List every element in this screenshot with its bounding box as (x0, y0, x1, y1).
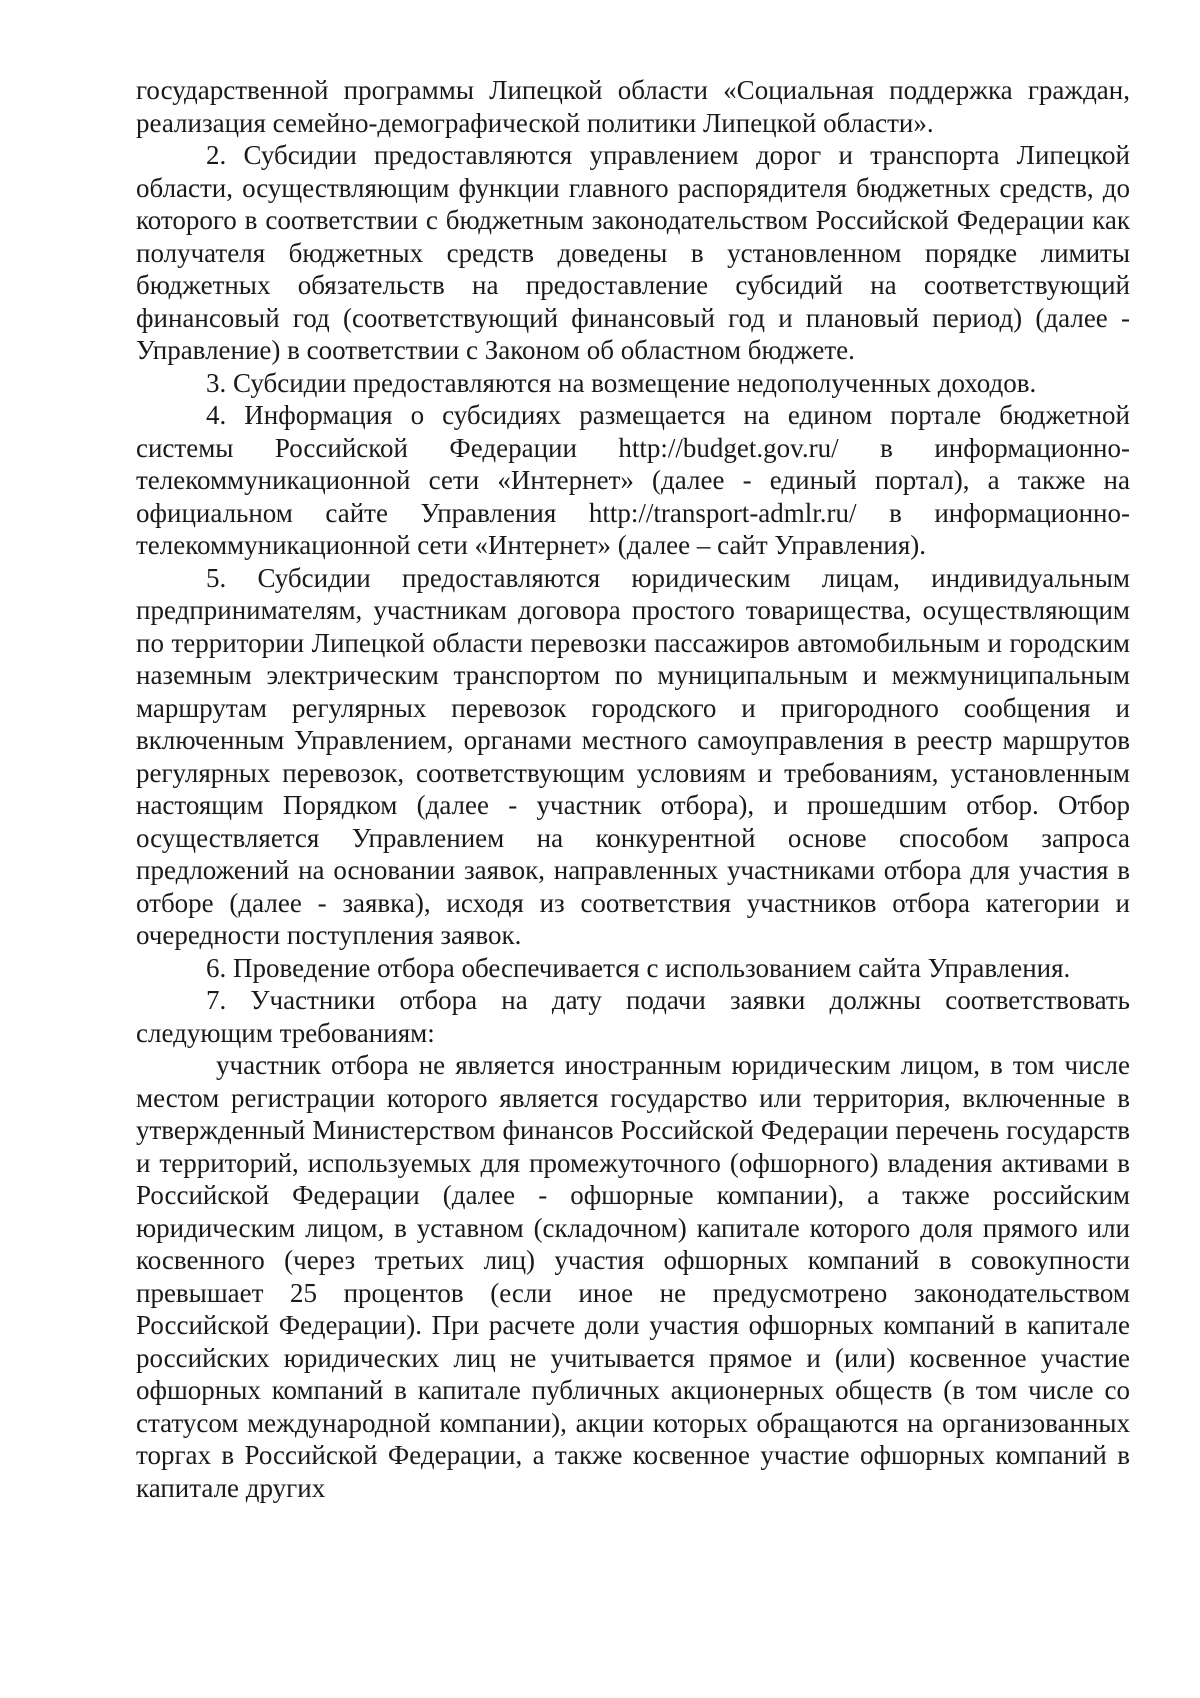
paragraph-6: 6. Проведение отбора обеспечивается с использованием сайта Управления. (206, 952, 1071, 983)
paragraph-4: 4. Информация о субсидиях размещается на едином портале бюджетной системы Российской Федерации http://budget.gov.ru/ в информационно-телекоммуникационной сети «Интернет» (далее - единый портал), а также на официальном сайте Управления http://transport-admlr.ru/ в информационно-телекоммуникационной сети «Интернет» (далее – сайт Управления). (136, 400, 1130, 560)
paragraph-2: 2. Субсидии предоставляются управлением дорог и транспорта Липецкой области, осуществляющим функции главного распорядителя бюджетных средств, до которого в соответствии с бюджетным законодательством Российской Федерации как получателя бюджетных средств доведены в установленном порядке лимиты бюджетных обязательств на предоставление субсидий на соответствующий финансовый год (соответствующий финансовый год и плановый период) (далее - Управление) в соответствии с Законом об областном бюджете. (136, 140, 1130, 365)
paragraph-intro-continuation: государственной программы Липецкой области «Социальная поддержка граждан, реализация семейно-демографической политики Липецкой области». (136, 75, 1130, 138)
paragraph-7-requirement-1: участник отбора не является иностранным юридическим лицом, в том числе местом регистрации которого является государство или территория, включенные в утвержденный Министерством финансов Российской Федерации перечень государств и территорий, используемых для промежуточного (офшорного) владения активами в Российской Федерации (далее - офшорные компании), а также российским юридическим лицом, в уставном (складочном) капитале которого доля прямого или косвенного (через третьих лиц) участия офшорных компаний в совокупности превышает 25 процентов (если иное не предусмотрено законодательством Российской Федерации). При расчете доли участия офшорных компаний в капитале российских юридических лиц не учитывается прямое и (или) косвенное участие офшорных компаний в капитале публичных акционерных обществ (в том числе со статусом международной компании), акции которых обращаются на организованных торгах в Российской Федерации, а также косвенное участие офшорных компаний в капитале других (136, 1050, 1130, 1503)
paragraph-5: 5. Субсидии предоставляются юридическим лицам, индивидуальным предпринимателям, участникам договора простого товарищества, осуществляющим по территории Липецкой области перевозки пассажиров автомобильным и городским наземным электрическим транспортом по муниципальным и межмуниципальным маршрутам регулярных перевозок городского и пригородного сообщения и включенным Управлением, органами местного самоуправления в реестр маршрутов регулярных перевозок, соответствующим условиям и требованиям, установленным настоящим Порядком (далее - участник отбора), и прошедшим отбор. Отбор осуществляется Управлением на конкурентной основе способом запроса предложений на основании заявок, направленных участниками отбора для участия в отборе (далее - заявка), исходя из соответствия участников отбора категории и очередности поступления заявок. (136, 562, 1130, 950)
document-page (136, 74, 1130, 1504)
paragraph-7: 7. Участники отбора на дату подачи заявки должны соответствовать следующим требованиям: (136, 985, 1130, 1048)
paragraph-3: 3. Субсидии предоставляются на возмещение недополученных доходов. (206, 367, 1037, 398)
